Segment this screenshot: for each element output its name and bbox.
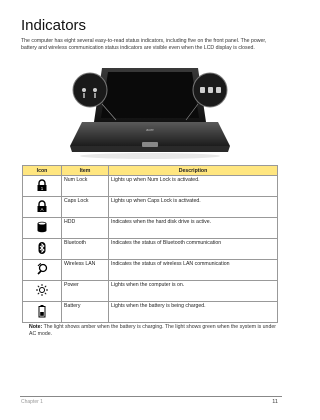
- svg-text:A: A: [40, 207, 44, 212]
- item-label: Bluetooth: [62, 239, 109, 260]
- power-icon: [35, 283, 49, 297]
- footer-chapter: Chapter 1: [21, 399, 43, 405]
- item-label: Num Lock: [62, 176, 109, 197]
- note-text: The light shows amber when the battery is charging. The light shows green when the system is under AC mode.: [29, 324, 276, 337]
- header-icon: Icon: [23, 166, 62, 176]
- caps-lock-icon: [35, 199, 49, 213]
- note-label: Note:: [29, 324, 43, 330]
- item-description: Indicates the status of wireless LAN communication: [109, 260, 278, 281]
- table-row: [23, 260, 278, 281]
- item-description: Lights up when Num Lock is activated.: [109, 176, 278, 197]
- num-lock-icon: [35, 178, 49, 192]
- laptop-photo: [60, 60, 240, 160]
- page-number: 11: [272, 399, 278, 405]
- table-row: [23, 176, 278, 197]
- battery-icon: [35, 304, 49, 318]
- table-row: [23, 281, 278, 302]
- intro-paragraph: The computer has eight several easy-to-read status indicators, including five on the front panel. The power, battery and wireless communication status indicators are visible even when the LCD display is closed.: [21, 38, 267, 51]
- header-description: Description: [109, 166, 278, 176]
- item-label: Power: [62, 281, 109, 302]
- footer-rule: [20, 396, 282, 397]
- hdd-icon: [35, 220, 49, 234]
- bluetooth-icon: [35, 241, 49, 255]
- item-label: Wireless LAN: [62, 260, 109, 281]
- item-description: Lights up when Caps Lock is activated.: [109, 197, 278, 218]
- table-row: [23, 197, 278, 218]
- table-row: [23, 239, 278, 260]
- table-row: [23, 302, 278, 323]
- header-item: Item: [62, 166, 109, 176]
- indicator-table: [22, 165, 278, 323]
- item-description: Indicates the status of Bluetooth communication: [109, 239, 278, 260]
- item-label: Caps Lock: [62, 197, 109, 218]
- svg-text:1: 1: [40, 186, 44, 191]
- item-description: Lights when the computer is on.: [109, 281, 278, 302]
- item-label: HDD: [62, 218, 109, 239]
- note: [29, 324, 279, 338]
- table-row: [23, 218, 278, 239]
- wireless-lan-icon: [35, 262, 49, 276]
- item-description: Indicates when the hard disk drive is active.: [109, 218, 278, 239]
- item-label: Battery: [62, 302, 109, 323]
- item-description: Lights when the battery is being charged.: [109, 302, 278, 323]
- svg-text:acer: acer: [146, 127, 154, 132]
- section-title: Indicators: [21, 17, 87, 34]
